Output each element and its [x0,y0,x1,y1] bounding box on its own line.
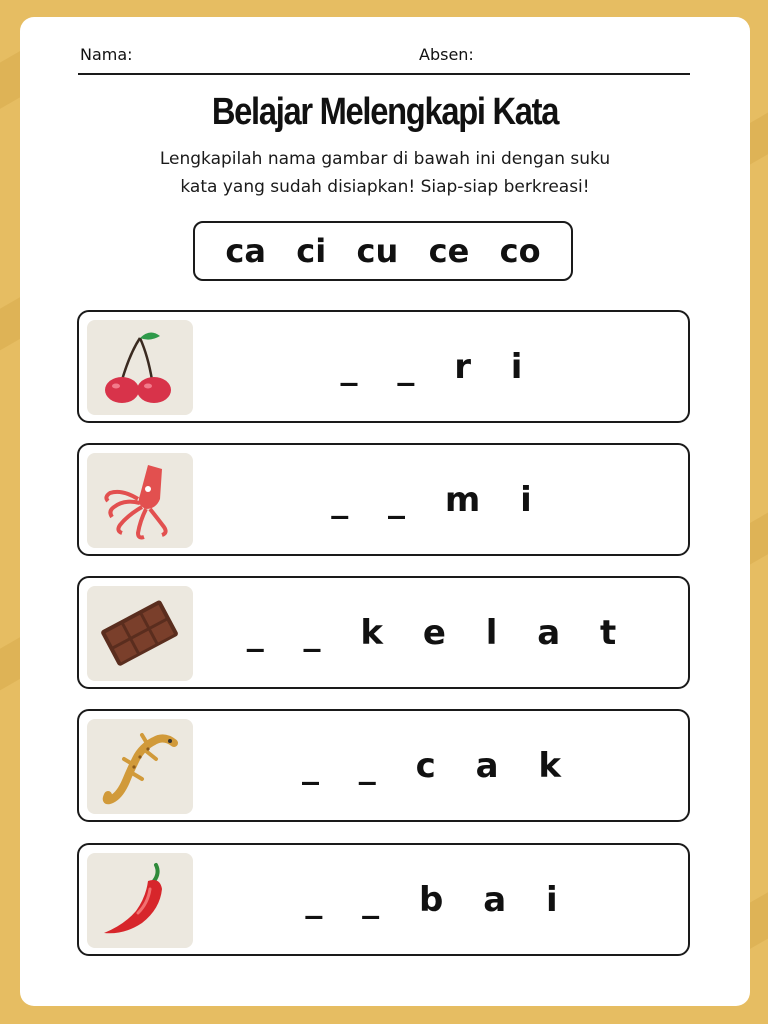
picture-frame [87,586,193,681]
exercise-card [77,709,690,822]
instructions [120,145,650,201]
syllable-ce: ce [428,232,470,270]
incomplete-word: _ _ m i [331,479,546,520]
name-label: Nama: [80,45,133,64]
picture-frame [87,453,193,548]
picture-frame [87,853,193,948]
instructions-line-2: kata yang sudah disiapkan! Siap-siap berkreasi! [180,177,590,197]
picture-frame [87,320,193,415]
syllable-co: co [499,232,541,270]
worksheet-paper [20,17,750,1006]
exercise-card [77,310,690,423]
absen-label: Absen: [419,45,474,64]
header-row [78,45,690,75]
syllable-cu: cu [356,232,399,270]
syllable-ca: ca [225,232,266,270]
incomplete-word: _ _ b a i [305,879,572,920]
squid-icon [100,459,180,543]
syllable-bank [193,221,573,281]
exercise-card [77,843,690,956]
exercise-card [77,576,690,689]
chocolate-icon [98,599,182,669]
incomplete-word: _ _ c a k [301,745,576,786]
cherry-icon [100,328,180,408]
lizard-icon [98,725,182,809]
syllable-ci: ci [296,232,327,270]
page-title: Belajar Melengkapi Kata [211,91,559,133]
instructions-line-1: Lengkapilah nama gambar di bawah ini dengan suku [159,149,611,169]
incomplete-word: _ _ k e l a t [246,612,631,653]
picture-frame [87,719,193,814]
exercise-card [77,443,690,556]
chili-icon [98,859,182,943]
incomplete-word: _ _ r i [340,346,537,387]
